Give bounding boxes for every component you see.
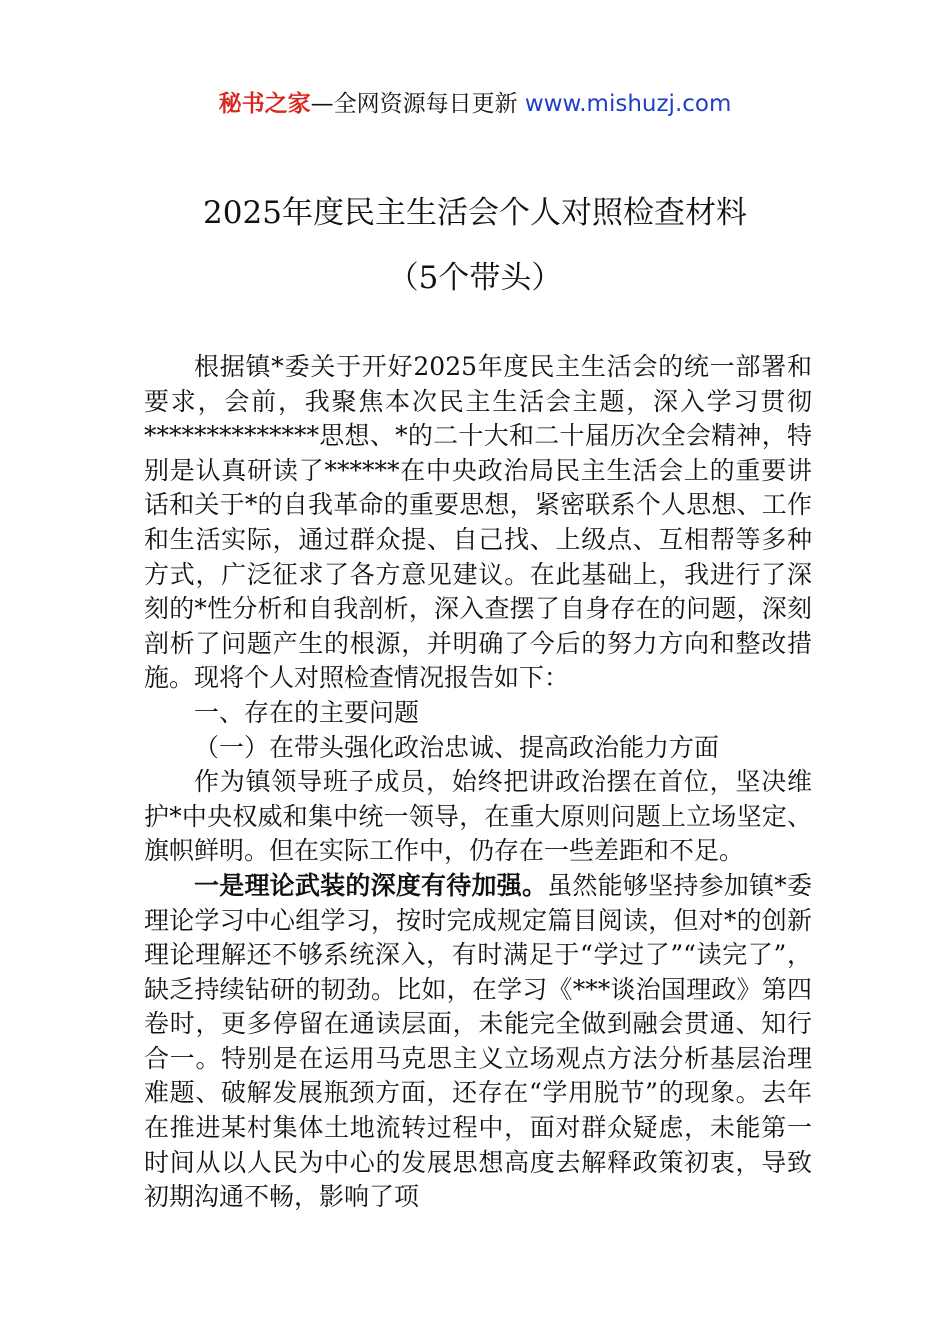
site-header bbox=[0, 86, 950, 122]
document-body bbox=[144, 350, 812, 1215]
point-paragraph bbox=[144, 869, 812, 1215]
header-slogan: —全网资源每日更新 bbox=[310, 91, 518, 117]
point-heading: 一是理论武装的深度有待加强。 bbox=[194, 870, 548, 900]
point-text: 虽然能够坚持参加镇*委理论学习中心组学习，按时完成规定篇目阅读，但对*的创新理论理解还不够系统深入，有时满足于“学过了”“读完了”，缺乏持续钻研的韧劲。比如，在学习《***谈治国理政》第四卷时，更多停留在通读层面，未能完全做到融会贯通、知行合一。特别是在运用马克思主义立场观点方法分析基层治理难题、破解发展瓶颈方面，还存在“学用脱节”的现象。去年在推进某村集体土地流转过程中，面对群众疑虑，未能第一时间从以人民为中心的发展思想高度去解释政策初衷，导致初期沟通不畅，影响了项 bbox=[144, 870, 812, 1212]
document-title: 2025年度民主生活会个人对照检查材料 bbox=[203, 195, 747, 231]
document-subtitle: （5个带头） bbox=[387, 260, 563, 296]
brand-name: 秘书之家 bbox=[218, 91, 311, 117]
subsection-heading: （一）在带头强化政治忠诚、提高政治能力方面 bbox=[194, 732, 720, 762]
intro-paragraph: 根据镇*委关于开好2025年度民主生活会的统一部署和要求，会前，我聚焦本次民主生活会主题，深入学习贯彻**************思想、*的二十大和二十届历次全会精神，特别是认真研读了******在中央政治局民主生活会上的重要讲话和关于*的自我革命的重要思想，紧密联系个人思想、工作和生活实际，通过群众提、自己找、上级点、互相帮等多种方式，广泛征求了各方意见建议。在此基础上，我进行了深刻的*性分析和自我剖析，深入查摆了自身存在的问题，深刻剖析了问题产生的根源，并明确了今后的努力方向和整改措施。现将个人对照检查情况报告如下： bbox=[144, 352, 812, 693]
section-heading: 一、存在的主要问题 bbox=[194, 697, 420, 727]
subsection-intro-paragraph: 作为镇领导班子成员，始终把讲政治摆在首位，坚决维护*中央权威和集中统一领导，在重大原则问题上立场坚定、旗帜鲜明。但在实际工作中，仍存在一些差距和不足。 bbox=[144, 767, 812, 866]
site-url-link[interactable]: www.mishuzj.com bbox=[524, 91, 732, 117]
